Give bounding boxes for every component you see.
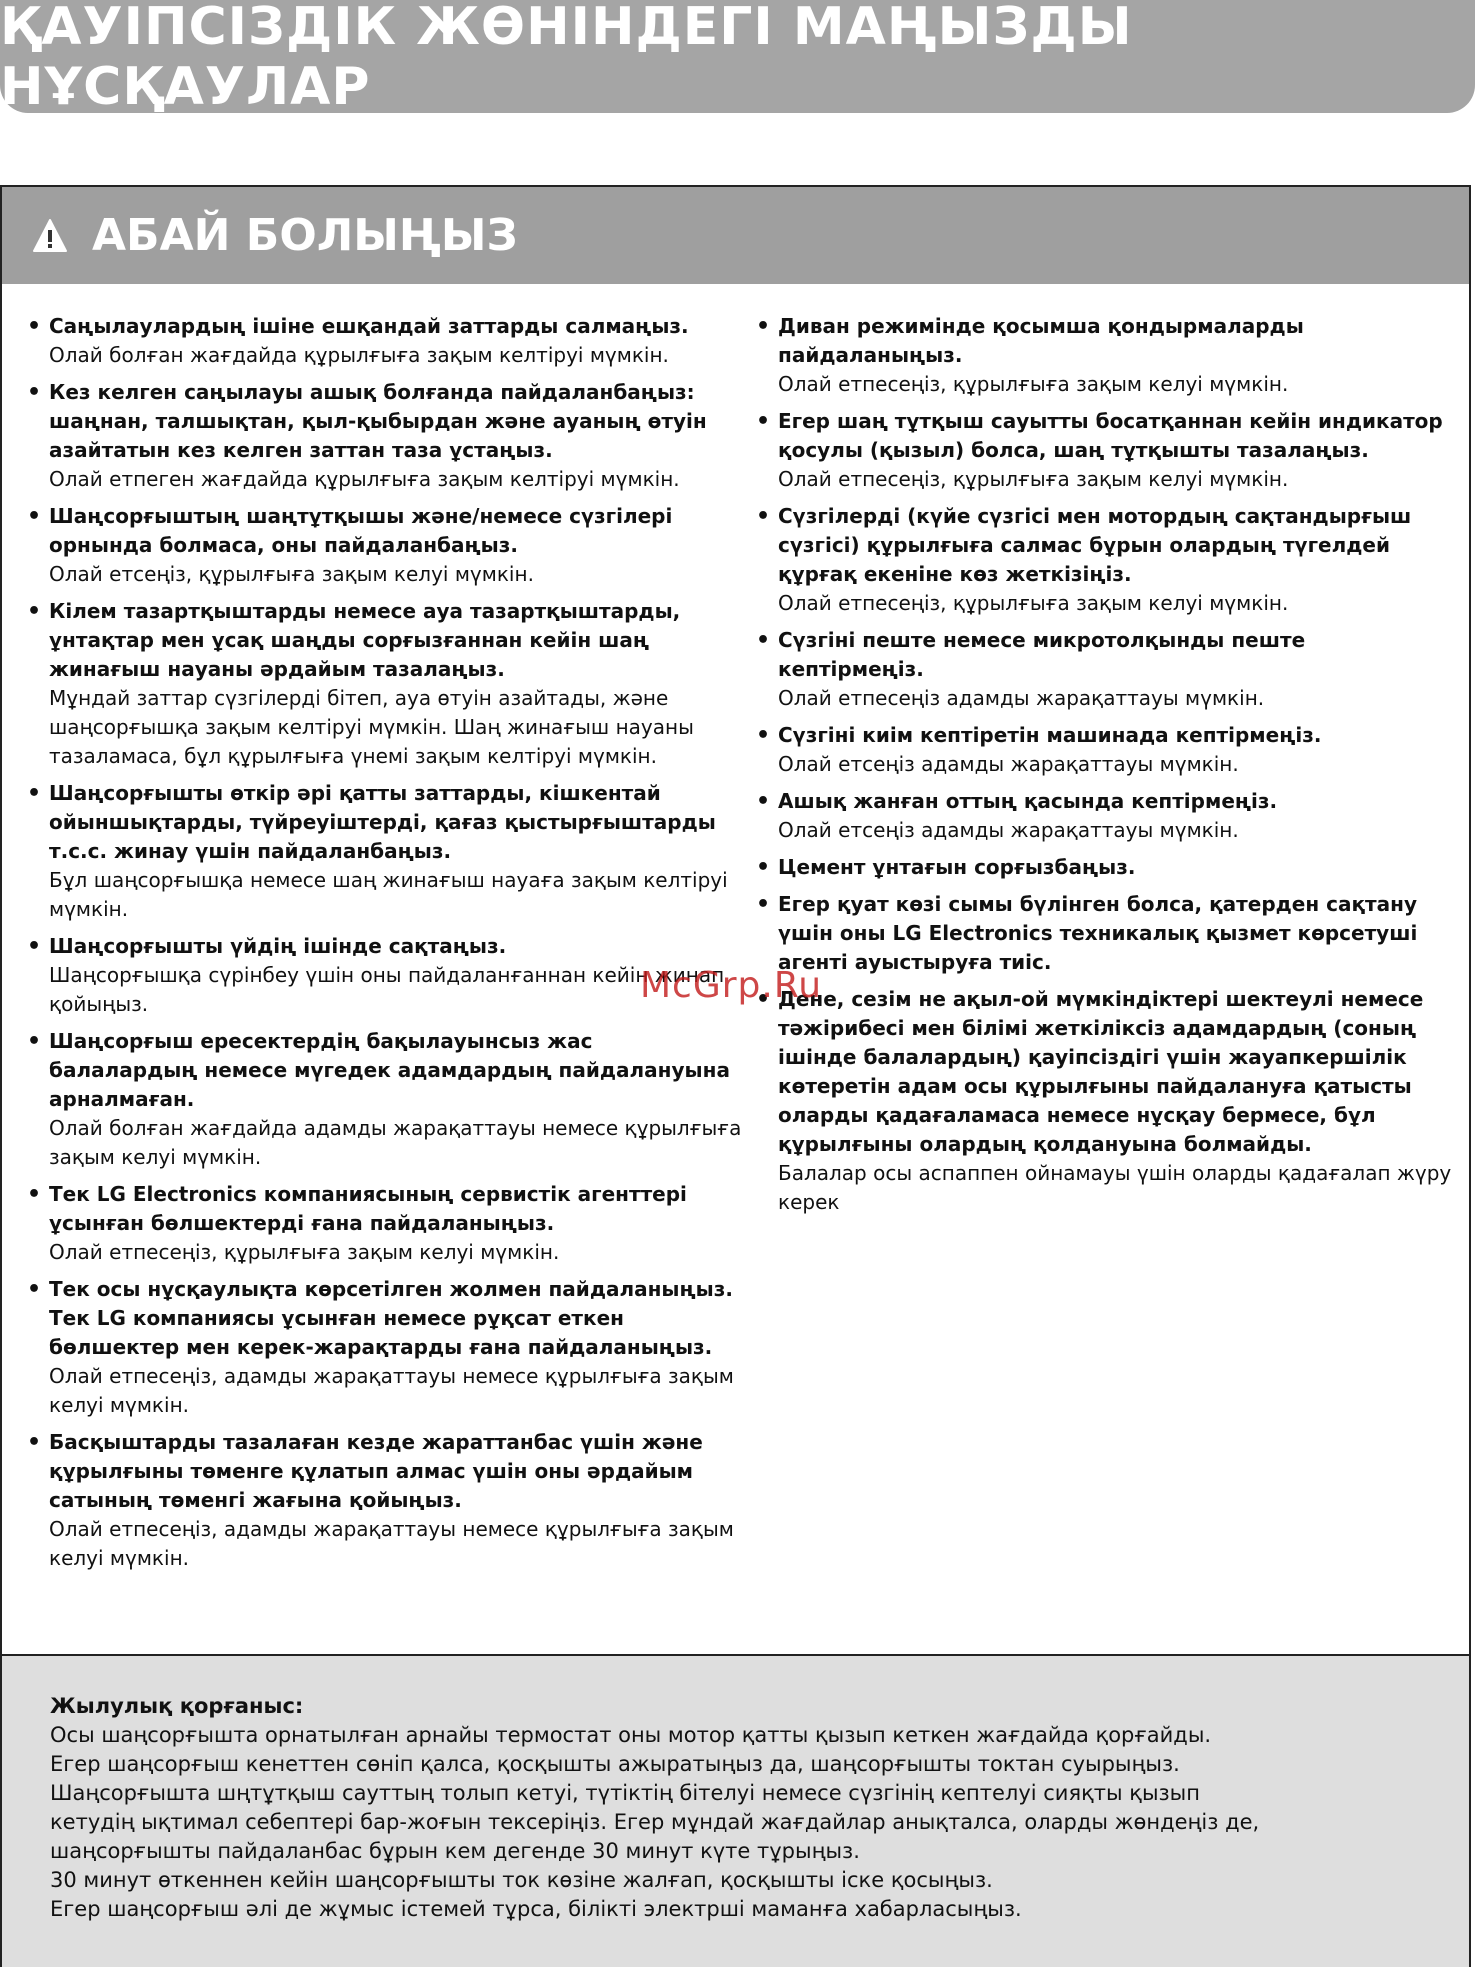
item-note: Мұндай заттар сүзгілерді бітеп, ауа өтуін азайтады, және шаңсорғышқа зақым келтіруі мүмкін. Шаң жинағыш науаны тазаламаса, бұл құрылғыға үнемі зақым келтіруі мүмкін. xyxy=(49,686,694,768)
list-item xyxy=(27,1275,747,1420)
item-title: • Ашық жанған оттың қасында кептірмеңіз. xyxy=(778,789,1278,813)
thermal-line: шаңсорғышты пайдаланбас бұрын кем дегенде 30 минут күте тұрыңыз. xyxy=(50,1839,860,1863)
item-title: • Тек осы нұсқаулықта көрсетілген жолмен пайдаланыңыз. Тек LG компаниясы ұсынған немесе рұқсат еткен бөлшектер мен керек-жарақтарды ғана пайдаланыңыз. xyxy=(49,1277,733,1359)
list-item xyxy=(756,502,1456,618)
item-title: • Егер қуат көзі сымы бүлінген болса, қатерден сақтану үшін оны LG Electronics техникалық қызмет көрсетуші агенті ауыстыруға тиіс. xyxy=(778,892,1418,974)
item-note: Олай етпесеңіз, адамды жарақаттауы немесе құрылғыға зақым келуі мүмкін. xyxy=(49,1517,734,1570)
item-note: Олай етпесеңіз, құрылғыға зақым келуі мүмкін. xyxy=(778,591,1289,615)
thermal-line: кетудің ықтимал себептері бар-жоғын тексеріңіз. Егер мұндай жағдайлар анықталса, оларды жөндеңіз де, xyxy=(50,1810,1260,1834)
list-item xyxy=(756,853,1456,882)
caution-header-bar xyxy=(2,187,1469,284)
item-title: • Сүзгілерді (күйе сүзгісі мен мотордың сақтандырғыш сүзгісі) құрылғыға салмас бұрын олардың түгелдей құрғақ екеніне көз жеткізіңіз. xyxy=(778,504,1412,586)
item-note: Балалар осы аспаппен ойнамауы үшін оларды қадағалап жүру керек xyxy=(778,1161,1452,1214)
item-title: • Шаңсорғышты өткір әрі қатты заттарды, кішкентай ойыншықтарды, түйреуіштерді, қағаз қыстырғыштарды т.с.с. жинау үшін пайдаланбаңыз. xyxy=(49,781,716,863)
item-note: Шаңсорғышқа сүрінбеу үшін оны пайдаланғаннан кейін жинап қойыңыз. xyxy=(49,963,725,1016)
item-note: Олай етпесеңіз, құрылғыға зақым келуі мүмкін. xyxy=(49,1240,560,1264)
item-note: Олай етпеген жағдайда құрылғыға зақым келтіруі мүмкін. xyxy=(49,467,680,491)
caution-list-left xyxy=(27,312,747,1573)
item-note: Олай етсеңіз адамды жарақаттауы мүмкін. xyxy=(778,752,1239,776)
watermark: McGrp.Ru xyxy=(640,965,823,1006)
item-note: Олай етсеңіз адамды жарақаттауы мүмкін. xyxy=(778,818,1239,842)
item-note: Бұл шаңсорғышқа немесе шаң жинағыш науаға зақым келтіруі мүмкін. xyxy=(49,868,728,921)
item-title: • Сүзгіні киім кептіретін машинада кептірмеңіз. xyxy=(778,723,1322,747)
list-item xyxy=(27,312,747,370)
caution-list-right xyxy=(756,312,1456,1217)
item-title: • Диван режимінде қосымша қондырмаларды пайдаланыңыз. xyxy=(778,314,1304,367)
thermal-title: Жылулық қорғаныс: xyxy=(50,1694,304,1718)
list-item xyxy=(756,721,1456,779)
list-item xyxy=(27,502,747,589)
item-title: • Шаңсорғыштың шаңтұтқышы және/немесе сүзгілері орнында болмаса, оны пайдаланбаңыз. xyxy=(49,504,673,557)
list-item xyxy=(756,626,1456,713)
item-title: • Шаңсорғыш ересектердің бақылауынсыз жас балалардың немесе мүгедек адамдардың пайдалануына арналмаған. xyxy=(49,1029,730,1111)
caution-right-column xyxy=(756,312,1456,1225)
thermal-line: Осы шаңсорғышта орнатылған арнайы термостат оны мотор қатты қызып кеткен жағдайда қорғайды. xyxy=(50,1723,1212,1747)
list-item xyxy=(27,1027,747,1172)
item-title: • Саңылаулардың ішіне ешқандай заттарды салмаңыз. xyxy=(49,314,689,338)
list-item xyxy=(27,932,747,1019)
list-item xyxy=(756,787,1456,845)
item-title: • Егер шаң тұтқыш сауытты босатқаннан кейін индикатор қосулы (қызыл) болса, шаң тұтқышты тазалаңыз. xyxy=(778,409,1443,462)
list-item xyxy=(27,1180,747,1267)
thermal-line: Егер шаңсорғыш әлі де жұмыс істемей тұрса, білікті электрші маманға хабарласыңыз. xyxy=(50,1897,1022,1921)
item-note: Олай етсеңіз, құрылғыға зақым келуі мүмкін. xyxy=(49,562,534,586)
caution-section xyxy=(0,185,1471,1967)
list-item xyxy=(27,378,747,494)
item-note: Олай етпесеңіз адамды жарақаттауы мүмкін. xyxy=(778,686,1265,710)
item-title: • Кілем тазартқыштарды немесе ауа тазартқыштарды, ұнтақтар мен ұсақ шаңды сорғызғаннан кейін шаң жинағыш науаны әрдайым тазалаңыз. xyxy=(49,599,681,681)
caution-title: АБАЙ БОЛЫҢЫЗ xyxy=(92,210,518,261)
list-item xyxy=(756,312,1456,399)
item-title: • Дене, сезім не ақыл-ой мүмкіндіктері шектеулі немесе тәжірибесі мен білімі жеткіліксіз адамдардың (соның ішінде балалардың) қауіпсіздігі үшін жауапкершілік көтеретін адам осы құрылғыны пайдалануға қатысты оларды қадағаламаса немесе нұсқау бермесе, бұл құрылғыны олардың қолдануына болмайды. xyxy=(778,987,1424,1156)
list-item xyxy=(756,985,1456,1217)
item-note: Олай болған жағдайда құрылғыға зақым келтіруі мүмкін. xyxy=(49,343,669,367)
item-note: Олай етпесеңіз, құрылғыға зақым келуі мүмкін. xyxy=(778,467,1289,491)
thermal-text xyxy=(50,1721,1421,1924)
thermal-protection-section xyxy=(2,1654,1469,1967)
item-title: • Сүзгіні пеште немесе микротолқынды пеште кептірмеңіз. xyxy=(778,628,1306,681)
item-title: • Цемент ұнтағын сорғызбаңыз. xyxy=(778,855,1136,879)
thermal-line: 30 минут өткеннен кейін шаңсорғышты ток көзіне жалғап, қосқышты іске қосыңыз. xyxy=(50,1868,993,1892)
thermal-line: Егер шаңсорғыш кенеттен сөніп қалса, қосқышты ажыратыңыз да, шаңсорғышты токтан суырыңыз. xyxy=(50,1752,1180,1776)
warning-triangle-icon xyxy=(32,218,68,254)
item-title: • Кез келген саңылауы ашық болғанда пайдаланбаңыз: шаңнан, талшықтан, қыл-қыбырдан және ауаның өтуін азайтатын кез келген заттан таза ұстаңыз. xyxy=(49,380,707,462)
item-note: Олай болған жағдайда адамды жарақаттауы немесе құрылғыға зақым келуі мүмкін. xyxy=(49,1116,742,1169)
item-title: • Басқыштарды тазалаған кезде жараттанбас үшін және құрылғыны төменге құлатып алмас үшін оны әрдайым сатының төменгі жағына қойыңыз. xyxy=(49,1430,703,1512)
list-item xyxy=(27,779,747,924)
list-item xyxy=(756,890,1456,977)
list-item xyxy=(27,597,747,771)
page-title: ҚАУІПСІЗДІК ЖӨНІНДЕГІ МАҢЫЗДЫ НҰСҚАУЛАР xyxy=(0,0,1133,117)
item-note: Олай етпесеңіз, құрылғыға зақым келуі мүмкін. xyxy=(778,372,1289,396)
page-header xyxy=(0,0,1475,117)
caution-left-column xyxy=(27,312,747,1581)
item-title: • Шаңсорғышты үйдің ішінде сақтаңыз. xyxy=(49,934,507,958)
list-item xyxy=(27,1428,747,1573)
list-item xyxy=(756,407,1456,494)
thermal-line: Шаңсорғышта шңтұтқыш сауттың толып кетуі, түтіктің бітелуі немесе сүзгінің кептелуі сияқты қызып xyxy=(50,1781,1200,1805)
item-title: • Тек LG Electronics компаниясының сервистік агенттері ұсынған бөлшектерді ғана пайдаланыңыз. xyxy=(49,1182,687,1235)
item-note: Олай етпесеңіз, адамды жарақаттауы немесе құрылғыға зақым келуі мүмкін. xyxy=(49,1364,734,1417)
